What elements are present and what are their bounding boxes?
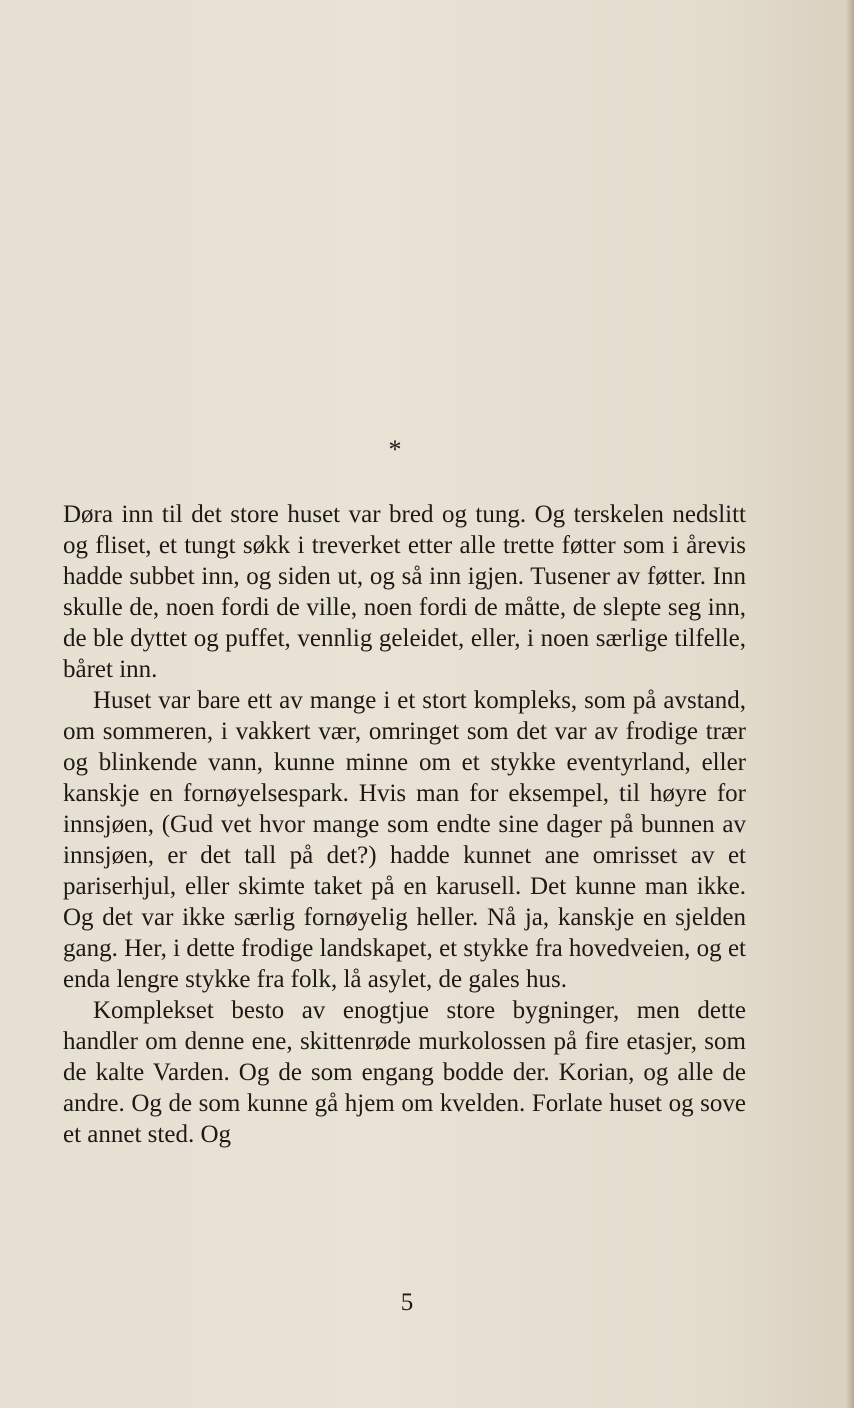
section-break-asterisk: * xyxy=(388,435,402,464)
paragraph-1: Døra inn til det store huset var bred og tung. Og terskelen nedslitt og fliset, et tungt søkk i treverket etter alle trette føtter som i årevis hadde subbet inn, og siden ut, og så inn igjen. Tusener av føtter. Inn skulle de, noen fordi de ville, noen fordi de måtte, de slepte seg inn, de ble dyttet og puffet, vennlig geleidet, eller, i noen særlige tilfelle, båret inn. xyxy=(63,501,746,683)
page-edge-shadow xyxy=(846,0,854,1408)
body-text xyxy=(63,499,746,1150)
paragraph-3: Komplekset besto av enogtjue store bygninger, men dette handler om denne ene, skittenrøde murkolossen på fire etasjer, som de kalte Varden. Og de som engang bodde der. Korian, og alle de andre. Og de som kunne gå hjem om kvelden. Forlate huset og sove et annet sted. Og xyxy=(63,997,746,1148)
page-number: 5 xyxy=(400,1289,414,1316)
paragraph-2: Huset var bare ett av mange i et stort kompleks, som på avstand, om sommeren, i vakkert vær, omringet som det var av frodige trær og blinkende vann, kunne minne om et stykke eventyrland, eller kanskje en fornøyelsespark. Hvis man for eksempel, til høyre for innsjøen, (Gud vet hvor mange som endte sine dager på bunnen av innsjøen, er det tall på det?) hadde kunnet ane omrisset av et pariserhjul, eller skimte taket på en karusell. Det kunne man ikke. Og det var ikke særlig fornøyelig heller. Nå ja, kanskje en sjelden gang. Her, i dette frodige landskapet, et stykke fra hovedveien, og et enda lengre stykke fra folk, lå asylet, de gales hus. xyxy=(63,687,746,993)
